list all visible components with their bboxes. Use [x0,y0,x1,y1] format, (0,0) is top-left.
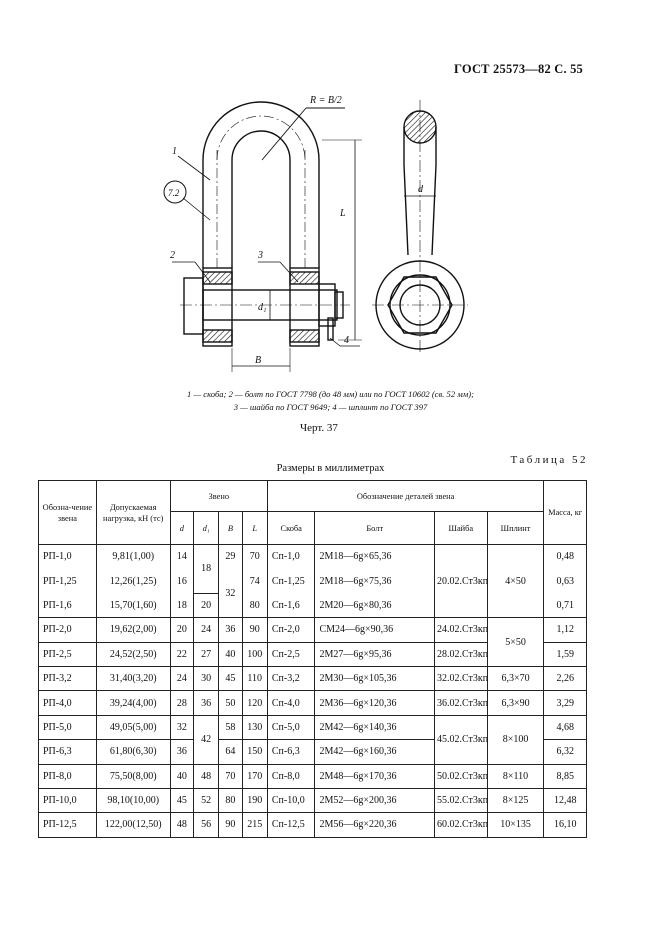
header-B: B [219,512,242,545]
cell-washer: 32.02.Ст3кп [435,666,488,690]
cell-mass: 3,29 [544,691,587,715]
cell-bracket: Сп-6,3 [267,740,315,764]
cell-d: 24 [170,666,193,690]
figure-caption: Черт. 37 [300,422,338,434]
cell-bracket: Сп-1,25 [267,569,315,593]
cell-B: 29 [219,545,242,569]
cell-washer: 28.02.Ст3кп [435,642,488,666]
cell-B: 45 [219,666,242,690]
cell-washer: 60.02.Ст3кп [435,813,488,837]
cell-bracket: Сп-3,2 [267,666,315,690]
cell-d1: 56 [193,813,218,837]
cell-pin: 8×125 [487,788,544,812]
cell-mass: 1,12 [544,618,587,642]
cell-bolt: 2М42—6g×140,36 [315,715,435,739]
cell-d: 45 [170,788,193,812]
cell-mass: 0,71 [544,593,587,617]
radius-label: R = B/2 [310,95,342,106]
cell-load: 15,70(1,60) [96,593,170,617]
cell-bracket: Сп-2,5 [267,642,315,666]
dim-d1-label: d₁ [258,302,267,313]
dimensions-table [38,480,587,838]
cell-designation: РП-1,25 [39,569,97,593]
cell-washer: 24.02.Ст3кп [435,618,488,642]
cell-B: 70 [219,764,242,788]
cell-mass: 16,10 [544,813,587,837]
cell-d: 16 [170,569,193,593]
cell-d1: 48 [193,764,218,788]
cell-mass: 2,26 [544,666,587,690]
cell-designation: РП-12,5 [39,813,97,837]
cell-L: 130 [242,715,267,739]
cell-L: 90 [242,618,267,642]
shackle-front-view [172,102,362,372]
cell-L: 120 [242,691,267,715]
cell-washer: 36.02.Ст3кп [435,691,488,715]
header-bolt: Болт [315,512,435,545]
cell-d1: 18 [193,545,218,594]
cell-bolt: 2М48—6g×170,36 [315,764,435,788]
cell-bracket: Сп-12,5 [267,813,315,837]
header-L: L [242,512,267,545]
dim-B-label: B [255,355,262,366]
header-d: d [170,512,193,545]
cell-B: 50 [219,691,242,715]
table-row [39,666,587,690]
cell-d1: 52 [193,788,218,812]
table-row [39,764,587,788]
cell-d: 48 [170,813,193,837]
cell-L: 80 [242,593,267,617]
table-row [39,715,587,739]
cell-bolt: 2М27—6g×95,36 [315,642,435,666]
header-link: Звено [170,481,267,512]
table-row [39,618,587,642]
cell-bracket: Сп-8,0 [267,764,315,788]
shackle-side-view [372,100,468,355]
cell-L: 215 [242,813,267,837]
cell-mass: 1,59 [544,642,587,666]
cell-load: 75,50(8,00) [96,764,170,788]
cell-designation: РП-1,0 [39,545,97,569]
cell-B: 40 [219,642,242,666]
legend-line-2: 3 — шайба по ГОСТ 9649; 4 — шплинт по ГОСТ 397 [233,401,428,412]
cell-pin: 5×50 [487,618,544,667]
leader-4-label: 4 [344,335,349,346]
cell-B: 32 [219,569,242,618]
cell-load: 9,81(1,00) [96,545,170,569]
cell-pin: 4×50 [487,545,544,618]
cell-B: 58 [219,715,242,739]
cell-d: 40 [170,764,193,788]
cell-load: 24,52(2,50) [96,642,170,666]
table-row [39,545,587,569]
cell-bolt: 2М52—6g×200,36 [315,788,435,812]
table-row [39,788,587,812]
cell-designation: РП-4,0 [39,691,97,715]
cell-d1: 42 [193,715,218,764]
cell-pin: 6,3×70 [487,666,544,690]
cell-d: 20 [170,618,193,642]
cell-mass: 4,68 [544,715,587,739]
cell-bolt: 2М18—6g×65,36 [315,545,435,569]
cell-designation: РП-3,2 [39,666,97,690]
cell-d: 18 [170,593,193,617]
leader-1-label: 1 [172,146,177,157]
cell-d: 36 [170,740,193,764]
cell-pin: 6,3×90 [487,691,544,715]
cell-load: 12,26(1,25) [96,569,170,593]
table-caption: Размеры в миллиметрах [276,463,385,474]
cell-bolt: СМ24—6g×90,36 [315,618,435,642]
page-header: ГОСТ 25573—82 С. 55 [454,62,583,76]
circle-ref-label: 7.2 [168,188,180,198]
header-washer: Шайба [435,512,488,545]
header-parts: Обозначение деталей звена [267,481,544,512]
cell-L: 74 [242,569,267,593]
figure-legend [0,388,661,413]
cell-L: 100 [242,642,267,666]
cell-load: 98,10(10,00) [96,788,170,812]
leader-3-label: 3 [258,250,263,261]
cell-mass: 0,63 [544,569,587,593]
cell-load: 39,24(4,00) [96,691,170,715]
cell-designation: РП-6,3 [39,740,97,764]
header-designation: Обозна-чение звена [39,481,97,545]
cell-mass: 12,48 [544,788,587,812]
table-row [39,813,587,837]
cell-L: 150 [242,740,267,764]
cell-designation: РП-1,6 [39,593,97,617]
cell-B: 36 [219,618,242,642]
cell-mass: 0,48 [544,545,587,569]
shackle-drawing [0,0,661,380]
cell-load: 61,80(6,30) [96,740,170,764]
cell-pin: 8×110 [487,764,544,788]
cell-pin: 8×100 [487,715,544,764]
cell-d1: 20 [193,593,218,617]
header-load: Допускаемая нагрузка, кН (тс) [96,481,170,545]
cell-load: 31,40(3,20) [96,666,170,690]
table-row [39,691,587,715]
leader-2-label: 2 [170,250,175,261]
cell-designation: РП-2,5 [39,642,97,666]
header-d1: d₁ [193,512,218,545]
cell-d1: 27 [193,642,218,666]
table-number: Таблица 52 [510,454,588,466]
cell-d: 32 [170,715,193,739]
cell-designation: РП-8,0 [39,764,97,788]
cell-load: 19,62(2,00) [96,618,170,642]
cell-bolt: 2М18—6g×75,36 [315,569,435,593]
cell-designation: РП-2,0 [39,618,97,642]
cell-bolt: 2М20—6g×80,36 [315,593,435,617]
header-bracket: Скоба [267,512,315,545]
cell-d: 28 [170,691,193,715]
cell-pin: 10×135 [487,813,544,837]
cell-bolt: 2М56—6g×220,36 [315,813,435,837]
cell-B: 80 [219,788,242,812]
cell-washer: 20.02.Ст3кп [435,545,488,618]
cell-load: 49,05(5,00) [96,715,170,739]
header-mass: Масса, кг [544,481,587,545]
legend-line-1: 1 — скоба; 2 — болт по ГОСТ 7798 (до 48 мм) или по ГОСТ 10602 (св. 52 мм); [187,389,474,399]
cell-bracket: Сп-10,0 [267,788,315,812]
cell-L: 70 [242,545,267,569]
cell-bracket: Сп-1,6 [267,593,315,617]
cell-L: 110 [242,666,267,690]
cell-d: 22 [170,642,193,666]
cell-B: 64 [219,740,242,764]
cell-washer: 55.02.Ст3кп [435,788,488,812]
cell-washer: 50.02.Ст3кп [435,764,488,788]
cell-designation: РП-10,0 [39,788,97,812]
cell-d1: 36 [193,691,218,715]
cell-designation: РП-5,0 [39,715,97,739]
cell-bolt: 2М42—6g×160,36 [315,740,435,764]
dim-d-label: d [418,184,423,195]
cell-d1: 30 [193,666,218,690]
dim-L-label: L [340,208,346,219]
cell-bracket: Сп-5,0 [267,715,315,739]
header-pin: Шплинт [487,512,544,545]
cell-load: 122,00(12,50) [96,813,170,837]
cell-d: 14 [170,545,193,569]
cell-mass: 8,85 [544,764,587,788]
cell-washer: 45.02.Ст3кп [435,715,488,764]
cell-bracket: Сп-1,0 [267,545,315,569]
cell-bolt: 2М36—6g×120,36 [315,691,435,715]
cell-bracket: Сп-2,0 [267,618,315,642]
cell-L: 170 [242,764,267,788]
cell-bracket: Сп-4,0 [267,691,315,715]
cell-bolt: 2М30—6g×105,36 [315,666,435,690]
cell-d1: 24 [193,618,218,642]
cell-L: 190 [242,788,267,812]
cell-B: 90 [219,813,242,837]
cell-mass: 6,32 [544,740,587,764]
